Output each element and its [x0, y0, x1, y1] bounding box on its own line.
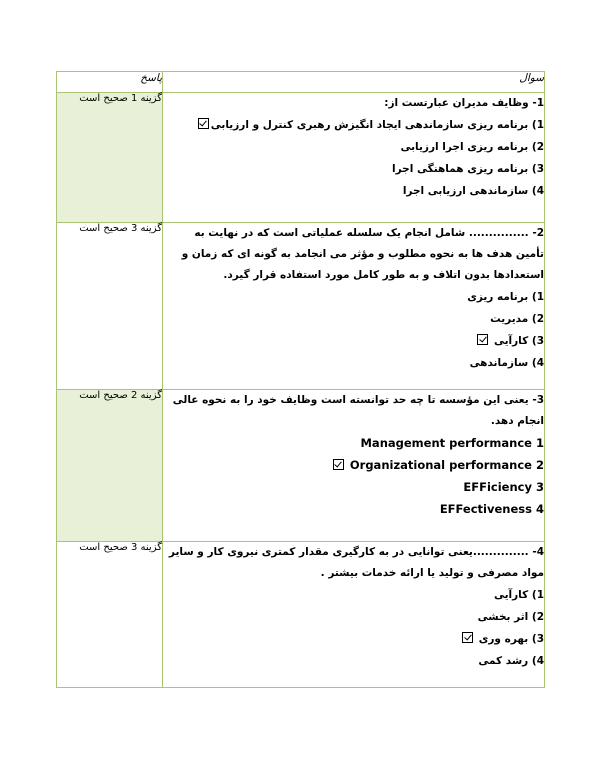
option-2: 2) مدیریت [490, 313, 544, 325]
answer-cell: گزینه 3 صحیح است [57, 542, 163, 688]
checkbox-checked-icon [333, 459, 344, 470]
header-question: سوال [163, 72, 545, 93]
question-stem: 4- ..............یعنی توانایی در به کارگیری مقدار کمتری نیروی کار و سایر مواد مصرفی و تولید یا ارائه خدمات بیشتر . [168, 546, 544, 579]
option-1: Management performance 1 [360, 436, 544, 450]
option-2: 2) برنامه ریزی اجرا ارزیابی [400, 141, 544, 153]
question-stem: 1- وظایف مدیران عبارتست از: [384, 97, 544, 109]
checkbox-checked-icon [462, 632, 473, 643]
option-3: 3) برنامه ریزی هماهنگی اجرا [392, 163, 544, 175]
header-answer: پاسخ [57, 72, 163, 93]
answer-cell: گزینه 1 صحیح است [57, 93, 163, 223]
table-row [57, 390, 545, 542]
option-4: 4) سازماندهی ارزیابی اجرا [402, 185, 544, 197]
question-cell [163, 223, 545, 390]
option-1: 1) کارآیی [493, 589, 544, 601]
option-1: 1) برنامه ریزی [467, 291, 544, 303]
question-cell [163, 390, 545, 542]
checkbox-checked-icon [198, 118, 209, 129]
option-2: Organizational performance 2 [163, 454, 544, 476]
question-cell [163, 93, 545, 223]
option-3: 3) بهره وری [163, 628, 544, 650]
question-stem: 2- ............... شامل انجام یک سلسله عملیاتی است که در نهایت به تأمین هدف ها به نحوه مطلوب و مؤثر می انجامد به گونه ای که زمان و استعدادها بدون اتلاف و به طور کامل مورد استفاده قرار گیرد. [181, 227, 544, 281]
option-3: EFFiciency 3 [463, 480, 544, 494]
question-cell [163, 542, 545, 688]
table-row [57, 542, 545, 688]
answer-cell: گزینه 3 صحیح است [57, 223, 163, 390]
table-row [57, 223, 545, 390]
table-header-row [57, 72, 545, 93]
checkbox-checked-icon [477, 334, 488, 345]
option-4: EFFectiveness 4 [439, 502, 544, 516]
answer-cell: گزینه 2 صحیح است [57, 390, 163, 542]
option-4: 4) رشد کمی [478, 655, 544, 667]
table-row [57, 93, 545, 223]
option-3: 3) کارآیی [163, 330, 544, 352]
question-stem: 3- یعنی این مؤسسه تا چه حد توانسته است وظایف خود را به نحوه عالی انجام دهد. [172, 394, 544, 427]
option-4: 4) سازماندهی [469, 357, 544, 369]
option-1: 1) برنامه ریزی سازماندهی ایجاد انگیزش رهبری کنترل و ارزیابی [163, 114, 544, 136]
question-answer-table [56, 71, 545, 688]
option-2: 2) اثر بخشی [477, 611, 544, 623]
